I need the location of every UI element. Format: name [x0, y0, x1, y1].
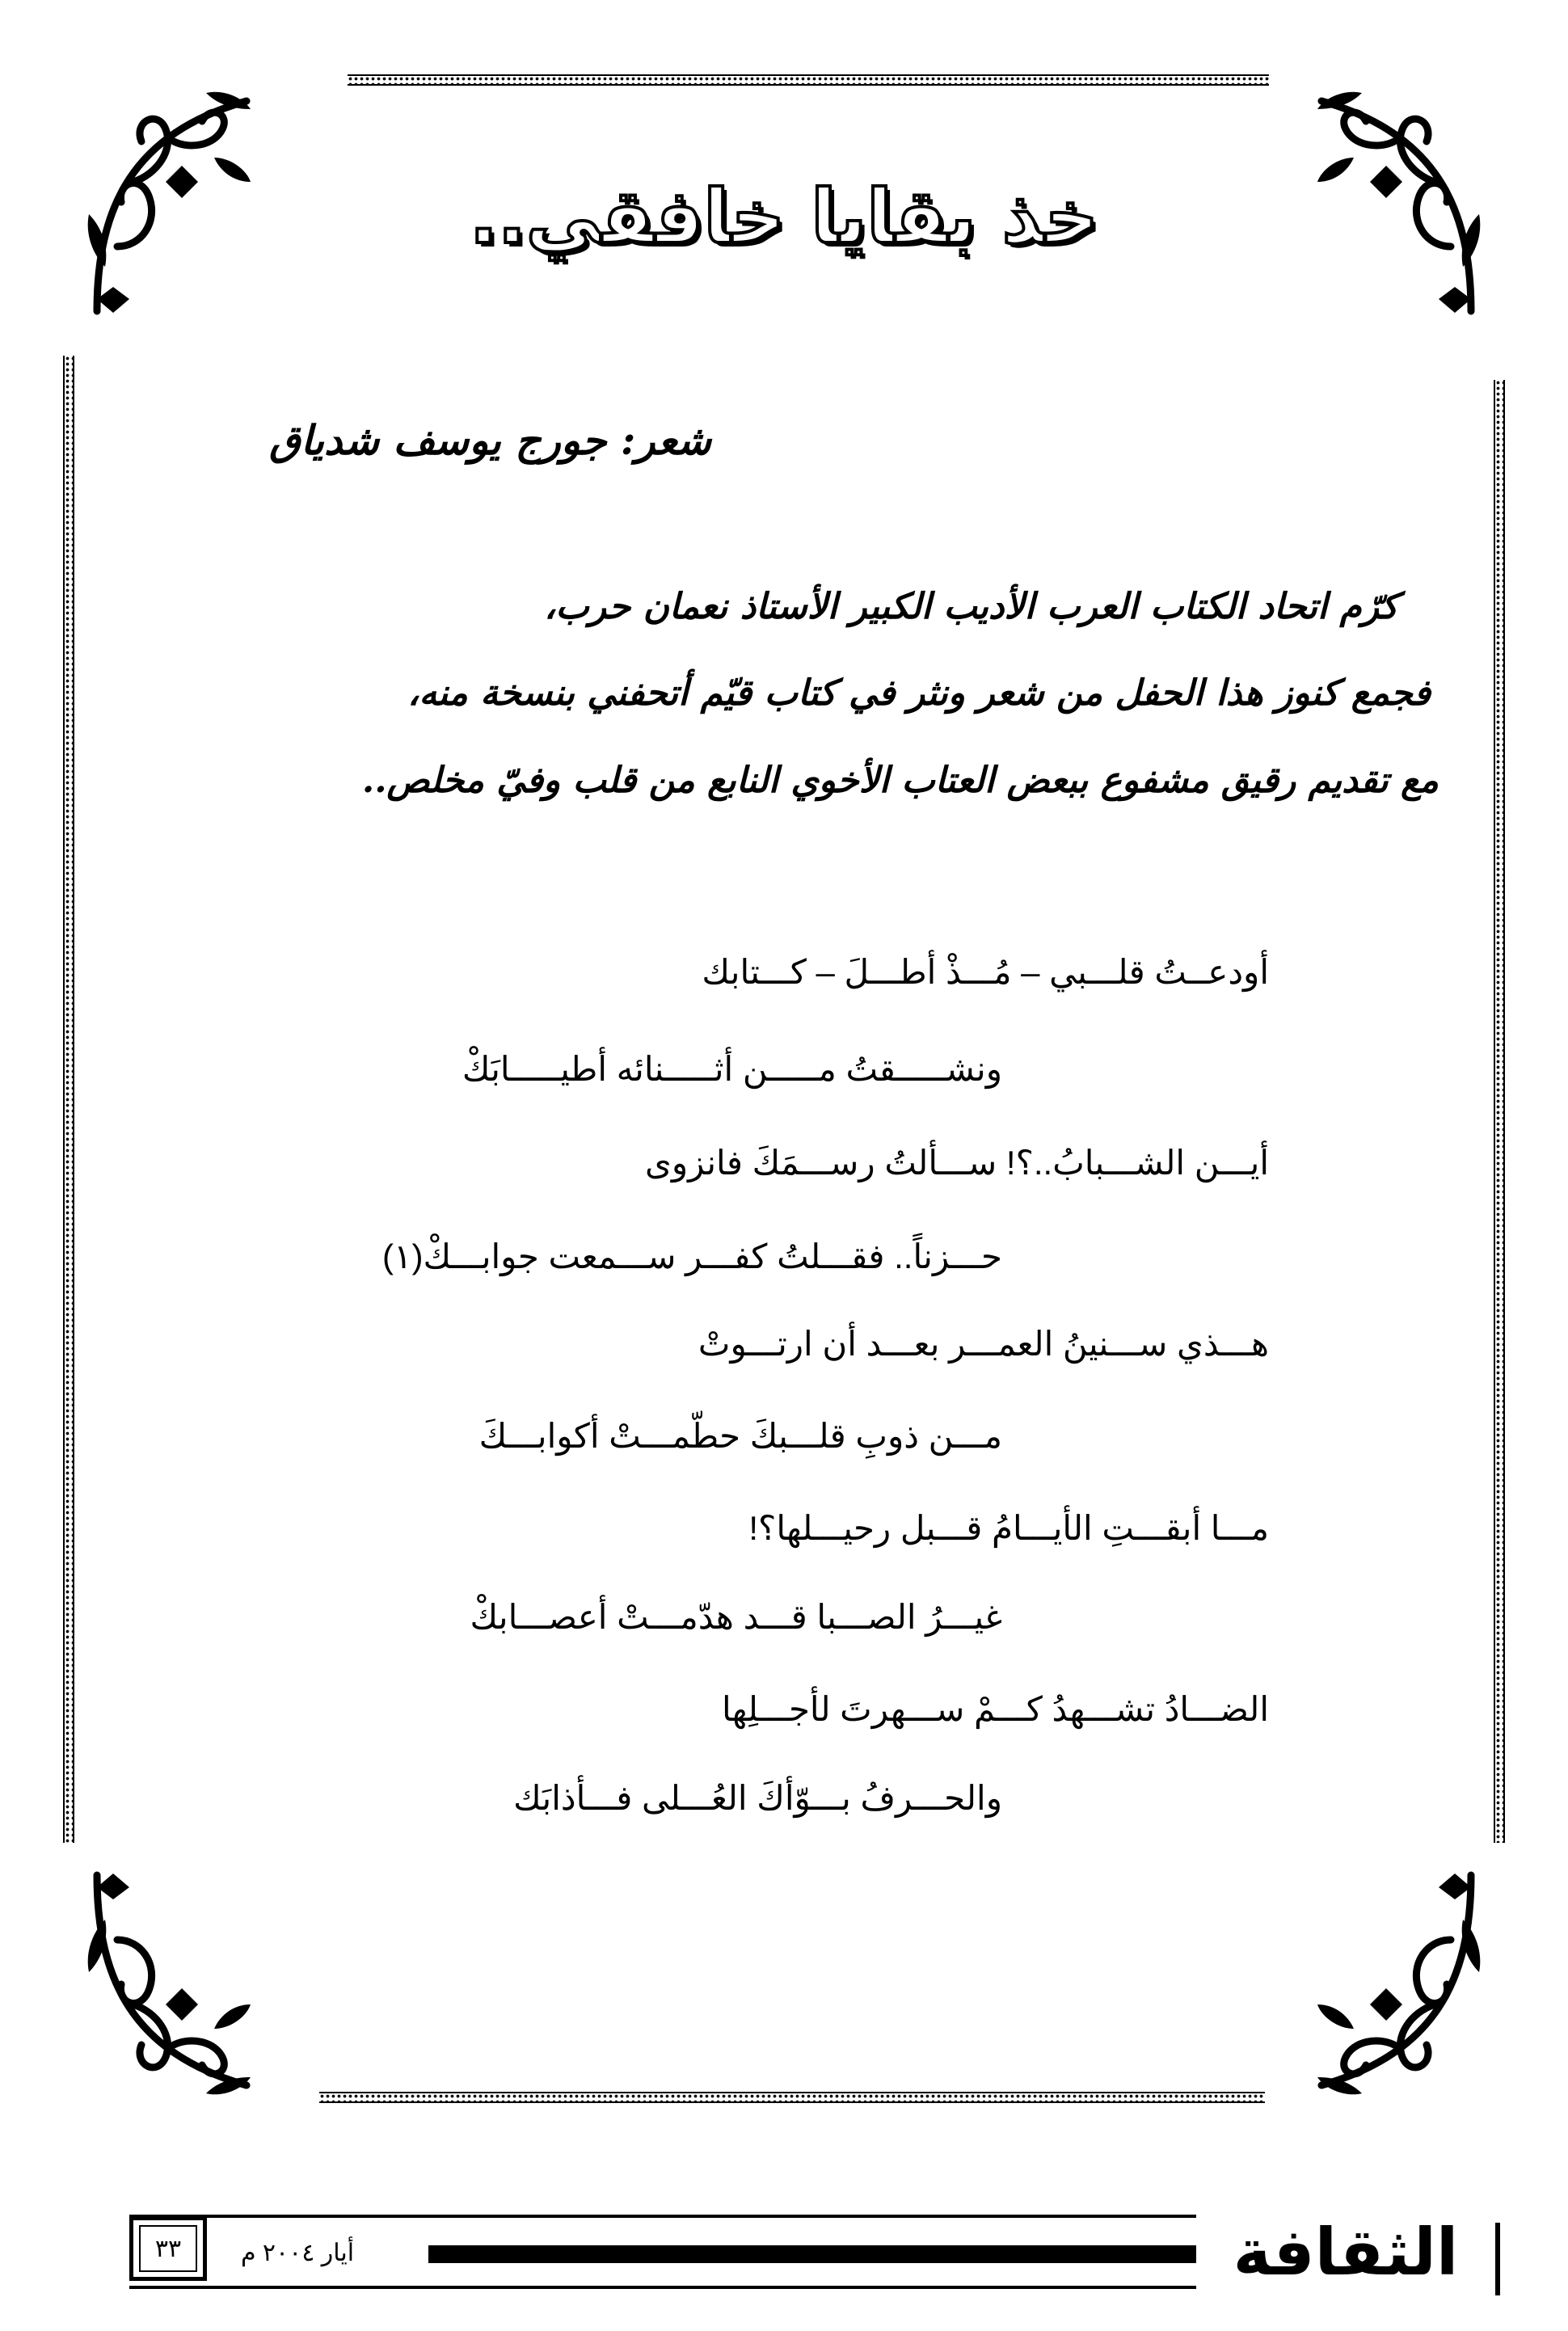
footer-rule-thick: [428, 2245, 1237, 2263]
poem-author: شعر: جورج يوسف شدياق: [269, 416, 711, 464]
intro-line: مع تقديم رقيق مشفوع ببعض العتاب الأخوي النابع من قلب وفيّ مخلص..: [361, 760, 1439, 801]
issue-date: أيار ٢٠٠٤ م: [234, 2239, 360, 2267]
bottom-dotted-border: [319, 2092, 1265, 2103]
poem-verse: هـــذي ســـنينُ العمـــر بعـــد أن ارتـــوتْ: [698, 1325, 1269, 1363]
poem-verse: مـــا أبقـــتِ الأيـــامُ قـــبل رحيـــلها؟!: [748, 1509, 1269, 1547]
left-dotted-border: [63, 356, 74, 1843]
floral-corner-ornament-icon: [1305, 85, 1483, 319]
poem-verse: مـــن ذوبِ قلـــبكَ حطّمـــتْ أكوابـــكَ: [478, 1417, 1002, 1455]
poem-verse: الضـــادُ تشـــهدُ كـــمْ ســـهرتَ لأجـــلِها: [721, 1690, 1269, 1728]
magazine-name: الثقافة: [1196, 2208, 1495, 2297]
poem-title: خذ بقايا خافقي..: [469, 174, 1099, 260]
poem-verse: أودعــتُ قلـــبي – مُـــذْ أطـــلَ – كـــتابك: [702, 953, 1269, 991]
floral-corner-ornament-icon: [85, 85, 263, 319]
poem-verse: حـــزناً.. فقـــلتُ كفـــر ســـمعت جوابـــكْ(١): [381, 1237, 1002, 1275]
intro-line: فجمع كنوز هذا الحفل من شعر ونثر في كتاب قيّم أتحفني بنسخة منه،: [407, 672, 1431, 714]
intro-line: كرّم اتحاد الكتاب العرب الأديب الكبير الأستاذ نعمان حرب،: [544, 586, 1398, 627]
right-dotted-border: [1494, 380, 1505, 1843]
floral-corner-ornament-icon: [1305, 1867, 1483, 2101]
poem-verse: أيـــن الشـــبابُ..؟! ســـألتُ رســـمَكَ فانزوى: [645, 1144, 1269, 1182]
poem-verse: والحـــرفُ بـــوّأكَ العُـــلى فـــأذابَك: [513, 1779, 1002, 1817]
floral-corner-ornament-icon: [85, 1867, 263, 2101]
page-number-box: [129, 2216, 207, 2281]
page-number: ٣٣: [139, 2225, 197, 2272]
top-dotted-border: [348, 74, 1269, 86]
poem-verse: ونشـــــقتُ مـــــن أثـــــنائه أطيـــــابَكْ: [462, 1050, 1002, 1088]
poem-verse: غيـــرُ الصـــبا قـــد هدّمـــتْ أعصـــابكْ: [470, 1598, 1002, 1636]
